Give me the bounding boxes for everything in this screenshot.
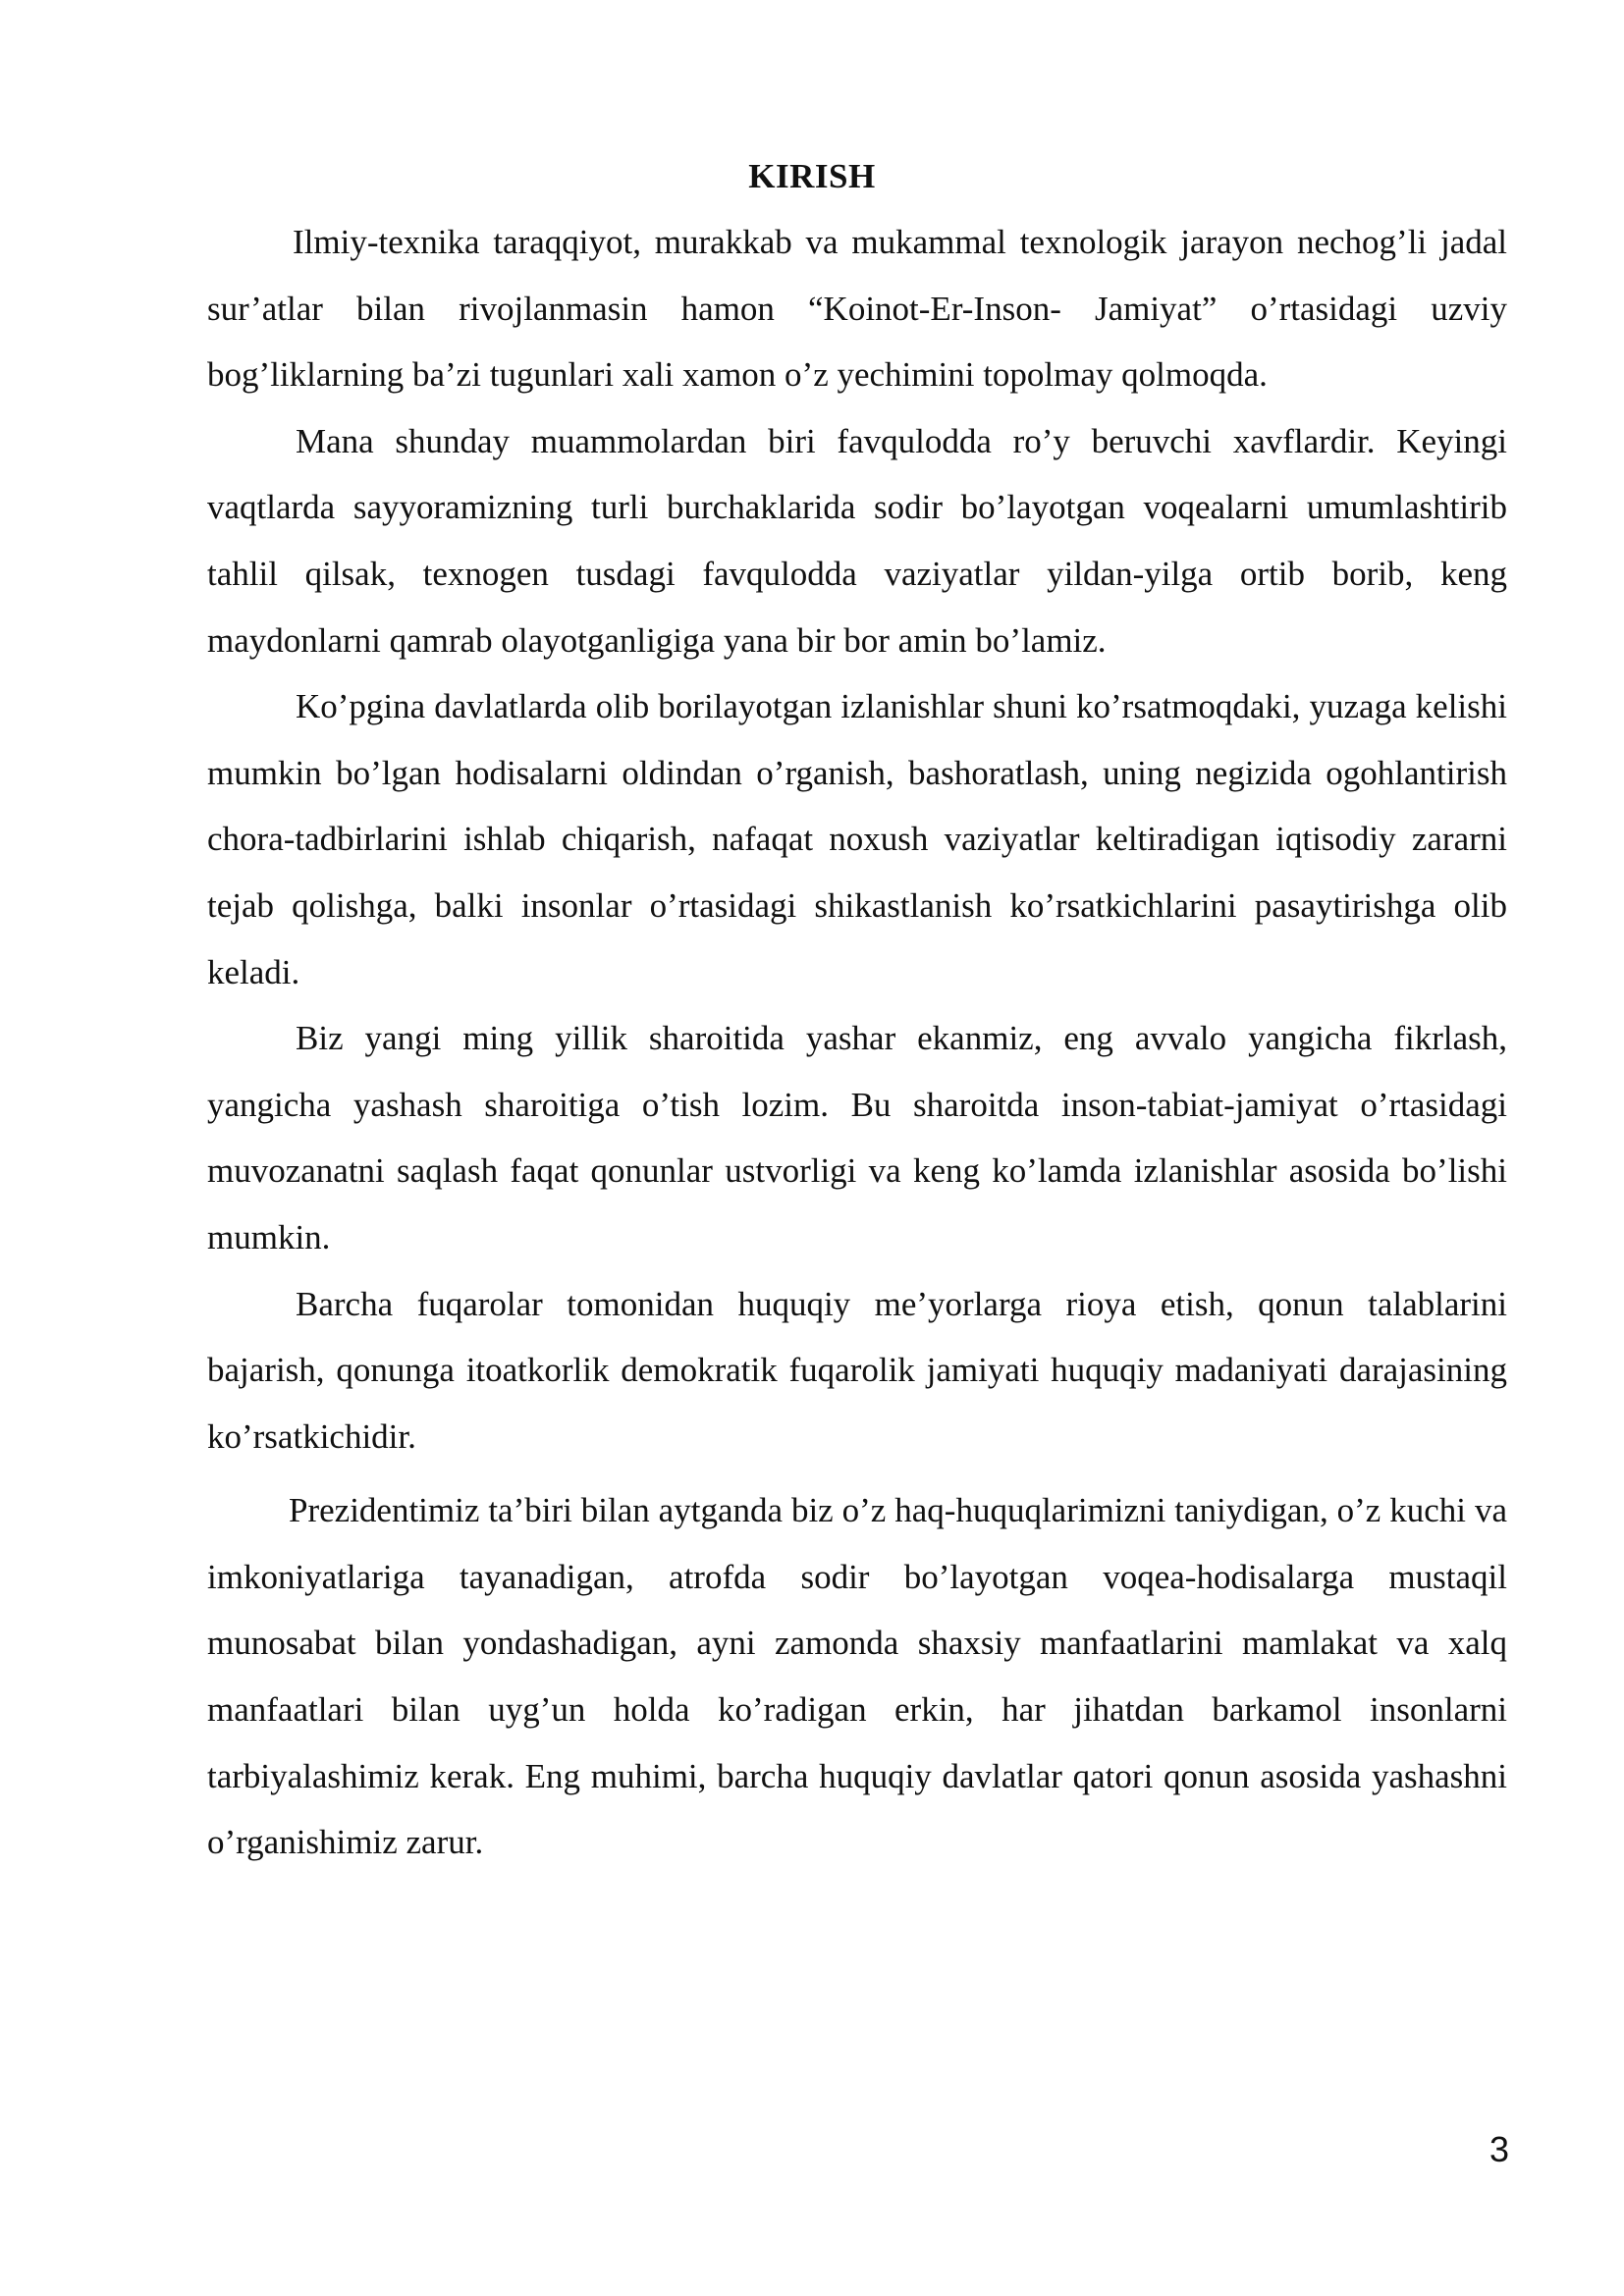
section-heading: KIRISH [748,157,876,195]
paragraph-4: Biz yangi ming yillik sharoitida yashar ekanmiz, eng avvalo yangicha fikrlash, yangicha yashash sharoitiga o’tish lozim. Bu sharoitda inson-tabiat-jamiyat o’rtasidagi muvozanatni saqlash faqat qonunlar ustvorligi va keng ko’lamda izlanishlar asosida bo’lishi mumkin. [207,1019,1507,1256]
body-text [207,209,1507,1876]
paragraph-5: Barcha fuqarolar tomonidan huquqiy me’yorlarga rioya etish, qonun talablarini bajarish, qonunga itoatkorlik demokratik fuqarolik jamiyati huquqiy madaniyati darajasining ko’rsatkichidir. [207,1284,1507,1456]
paragraph-2: Mana shunday muammolardan biri favqulodda ro’y beruvchi xavflardir. Keyingi vaqtlarda sayyoramizning turli burchaklarida sodir bo’layotgan voqealarni umumlashtirib tahlil qilsak, texnogen tusdagi favqulodda vaziyatlar yildan-yilga ortib borib, keng maydonlarni qamrab olayotganligiga yana bir bor amin bo’lamiz. [207,421,1507,660]
paragraph-1: Ilmiy-texnika taraqqiyot, murakkab va mukammal texnologik jarayon nechog’li jadal sur’atlar bilan rivojlanmasin hamon “Koinot-Er-Inson- Jamiyat” o’rtasidagi uzviy bog’liklarning ba’zi tugunlari xali xamon o’z yechimini topolmay qolmoqda. [207,223,1507,395]
page-number: 3 [1489,2129,1509,2169]
paragraph-3: Ko’pgina davlatlarda olib borilayotgan izlanishlar shuni ko’rsatmoqdaki, yuzaga kelishi mumkin bo’lgan hodisalarni oldindan o’rganish, bashoratlash, uning negizida ogohlantirish chora-tadbirlarini ishlab chiqarish, nafaqat noxush vaziyatlar keltiradigan iqtisodiy zararni tejab qolishga, balki insonlar o’rtasidagi shikastlanish ko’rsatkichlarini pasaytirishga olib keladi. [207,687,1507,991]
paragraph-6: Prezidentimiz ta’biri bilan aytganda biz o’z haq-huquqlarimizni taniydigan, o’z kuchi va imkoniyatlariga tayanadigan, atrofda sodir bo’layotgan voqea-hodisalarga mustaqil munosabat bilan yondashadigan, ayni zamonda shaxsiy manfaatlarini mamlakat va xalq manfaatlari bilan uyg’un holda ko’radigan erkin, har jihatdan barkamol insonlarni tarbiyalashimiz kerak. Eng muhimi, barcha huquqiy davlatlar qatori qonun asosida yashashni o’rganishimiz zarur. [207,1491,1507,1862]
